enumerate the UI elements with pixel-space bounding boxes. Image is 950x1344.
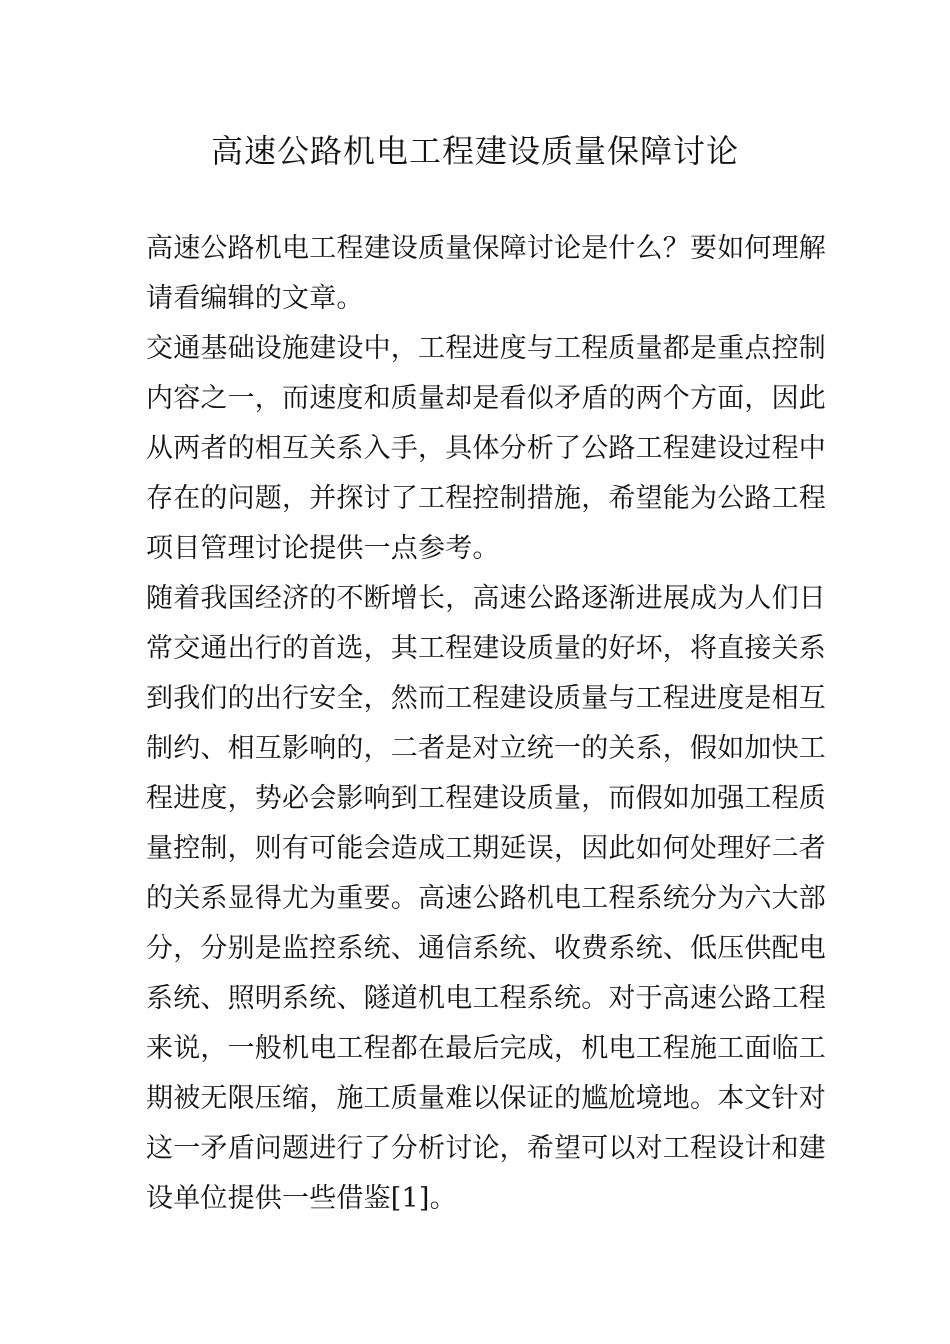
body-line-5: 从两者的相互关系入手，具体分析了公路工程建设过程中: [146, 433, 826, 464]
body-line-12: 程进度，势必会影响到工程建设质量，而假如加强工程质: [146, 783, 826, 814]
body-line-2: 请看编辑的文章。: [146, 283, 364, 314]
body-line-17: 来说，一般机电工程都在最后完成，机电工程施工面临工: [146, 1033, 826, 1064]
body-line-15: 分，分别是监控系统、通信系统、收费系统、低压供配电: [146, 933, 826, 964]
body-line-3: 交通基础设施建设中，工程进度与工程质量都是重点控制: [146, 333, 826, 364]
body-line-6: 存在的问题，并探讨了工程控制措施，希望能为公路工程: [146, 483, 826, 514]
body-line-14: 的关系显得尤为重要。高速公路机电工程系统分为六大部: [146, 883, 826, 914]
body-line-18: 期被无限压缩，施工质量难以保证的尴尬境地。本文针对: [146, 1083, 826, 1114]
body-line-11: 制约、相互影响的，二者是对立统一的关系，假如加快工: [146, 733, 826, 764]
body-line-10: 到我们的出行安全，然而工程建设质量与工程进度是相互: [146, 683, 826, 714]
body-line-20: 设单位提供一些借鉴[1]。: [146, 1183, 457, 1214]
body-line-16: 系统、照明系统、隧道机电工程系统。对于高速公路工程: [146, 983, 826, 1014]
body-line-7: 项目管理讨论提供一点参考。: [146, 533, 500, 564]
body-line-8: 随着我国经济的不断增长，高速公路逐渐进展成为人们日: [146, 583, 826, 614]
body-line-19: 这一矛盾问题进行了分析讨论，希望可以对工程设计和建: [146, 1133, 826, 1164]
body-line-13: 量控制，则有可能会造成工期延误，因此如何处理好二者: [146, 833, 826, 864]
document-title: 高速公路机电工程建设质量保障讨论: [210, 132, 739, 170]
body-line-1: 高速公路机电工程建设质量保障讨论是什么？要如何理解: [146, 233, 826, 264]
body-line-4: 内容之一，而速度和质量却是看似矛盾的两个方面，因此: [146, 383, 826, 414]
body-line-9: 常交通出行的首选，其工程建设质量的好坏，将直接关系: [146, 633, 826, 664]
